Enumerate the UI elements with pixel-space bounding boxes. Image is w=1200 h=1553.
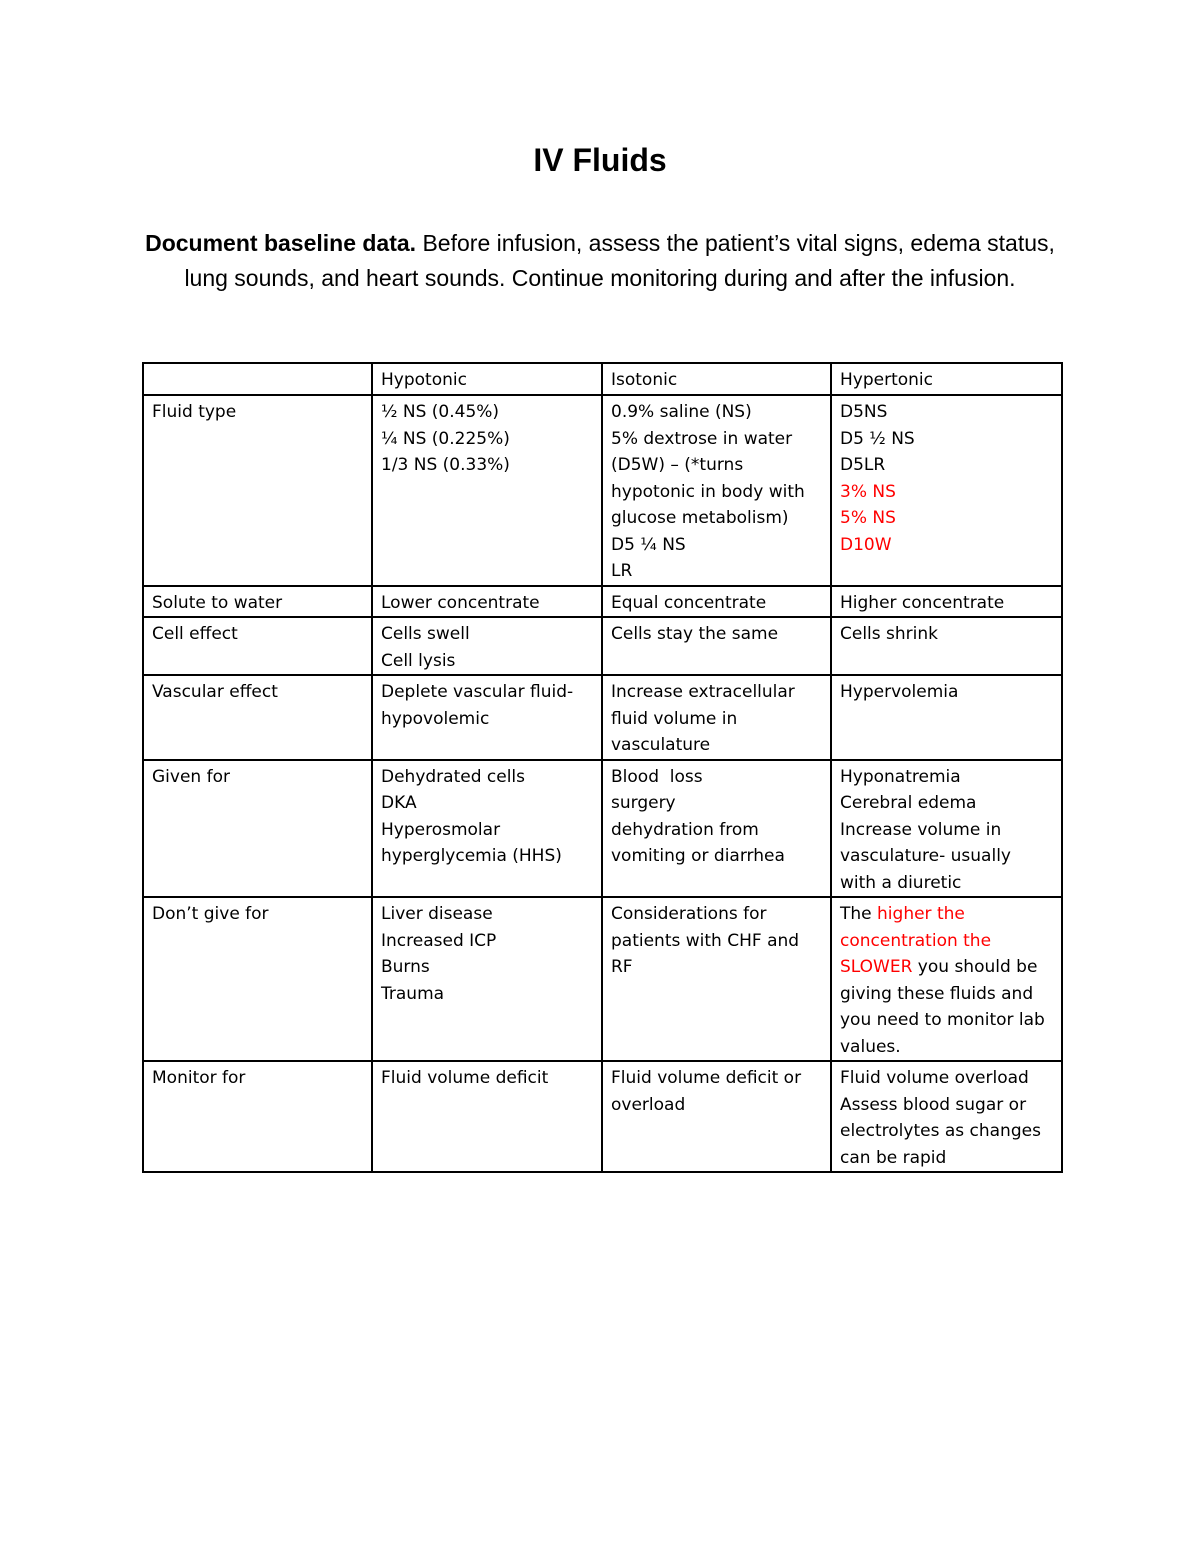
cell-line: Cells swell	[381, 624, 470, 644]
table-row-given-for	[143, 760, 1062, 898]
cell-line: D5LR	[840, 455, 886, 475]
cell-line: Increase extracellular	[611, 682, 795, 702]
intro-body: Before infusion, assess the patient’s vital signs, edema status, lung sounds, and heart sounds. Continue monitoring during and after the infusion.	[184, 230, 1055, 291]
cell-line: hypovolemic	[381, 708, 490, 729]
cell-line: vasculature- usually	[840, 846, 1011, 866]
fluid-type-hypertonic-cell	[831, 395, 1062, 586]
vascular-effect-hypotonic-cell	[372, 675, 602, 760]
cell-line: vomiting or diarrhea	[611, 846, 785, 866]
cell-line: Increase volume in	[840, 819, 1002, 840]
cell-line: D5NS	[840, 402, 888, 422]
cell-line-emphasis: 5% NS	[840, 508, 896, 528]
given-for-hypertonic-cell	[831, 760, 1062, 898]
table-row-solute-to-water	[143, 586, 1062, 618]
cell-line: glucose metabolism)	[611, 508, 789, 528]
given-for-isotonic-cell	[602, 760, 831, 898]
rate-warning-part: you should be giving these fluids and you need to monitor lab values.	[840, 957, 1045, 1057]
cell-line: hyperglycemia (HHS)	[381, 846, 562, 866]
cell-line: Hyperosmolar	[381, 819, 501, 840]
table-row-monitor-for	[143, 1061, 1062, 1172]
cell-line: Cerebral edema	[840, 793, 977, 813]
cell-line-emphasis: D10W	[840, 534, 892, 555]
monitor-for-isotonic-cell	[602, 1061, 831, 1172]
header-hypotonic: Hypotonic	[372, 363, 602, 395]
fluid-type-hypotonic-cell	[372, 395, 602, 586]
cell-line: Blood loss	[611, 766, 703, 787]
intro-lead: Document baseline data.	[145, 230, 417, 256]
monitor-for-hypotonic-cell: Fluid volume deficit	[372, 1061, 602, 1172]
table-row-dont-give-for	[143, 897, 1062, 1061]
cell-line: Liver disease	[381, 904, 493, 924]
cell-line: Burns	[381, 957, 430, 977]
cell-line: hypotonic in body with	[611, 481, 805, 502]
fluid-type-isotonic-cell	[602, 395, 831, 586]
cell-line: overload	[611, 1094, 686, 1115]
cell-line: (D5W) – (*turns	[611, 455, 744, 475]
cell-line: D5 ¼ NS	[611, 534, 686, 555]
row-label-cell-effect: Cell effect	[143, 617, 372, 675]
cell-effect-hypertonic-cell: Cells shrink	[831, 617, 1062, 675]
cell-line: 5% dextrose in water	[611, 428, 793, 449]
cell-line: Considerations for	[611, 904, 767, 924]
cell-line: RF	[611, 957, 633, 977]
vascular-effect-isotonic-cell	[602, 675, 831, 760]
row-label-solute-to-water: Solute to water	[143, 586, 372, 618]
cell-line: vasculature	[611, 735, 711, 755]
row-label-monitor-for: Monitor for	[143, 1061, 372, 1172]
cell-line: D5 ½ NS	[840, 428, 915, 449]
iv-fluids-table	[142, 362, 1063, 1173]
cell-line: electrolytes as changes	[840, 1121, 1041, 1141]
cell-line: Deplete vascular fluid-	[381, 682, 574, 702]
cell-effect-hypotonic-cell	[372, 617, 602, 675]
cell-line: Increased ICP	[381, 930, 497, 951]
cell-line: ¼ NS (0.225%)	[381, 428, 510, 449]
cell-line: Fluid volume deficit or	[611, 1068, 802, 1088]
cell-line: Dehydrated cells	[381, 766, 526, 787]
table-header-row	[143, 363, 1062, 395]
table-row-fluid-type	[143, 395, 1062, 586]
cell-line: patients with CHF and	[611, 930, 800, 951]
vascular-effect-hypertonic-cell: Hypervolemia	[831, 675, 1062, 760]
cell-line: with a diuretic	[840, 872, 962, 893]
cell-line: DKA	[381, 793, 417, 813]
row-label-dont-give-for: Don’t give for	[143, 897, 372, 1061]
row-label-fluid-type: Fluid type	[143, 395, 372, 586]
table-row-vascular-effect	[143, 675, 1062, 760]
dont-give-for-hypertonic-cell	[831, 897, 1062, 1061]
cell-line: ½ NS (0.45%)	[381, 402, 500, 422]
intro-paragraph	[140, 226, 1060, 296]
rate-warning-emphasis: higher the concentration the SLOWER	[840, 904, 992, 977]
table-row-cell-effect	[143, 617, 1062, 675]
dont-give-for-hypotonic-cell	[372, 897, 602, 1061]
header-blank-cell	[143, 363, 372, 395]
header-hypertonic: Hypertonic	[831, 363, 1062, 395]
cell-line: 1/3 NS (0.33%)	[381, 455, 510, 475]
row-label-given-for: Given for	[143, 760, 372, 898]
rate-warning-text	[840, 901, 1053, 1060]
header-isotonic: Isotonic	[602, 363, 831, 395]
cell-line: Assess blood sugar or	[840, 1094, 1027, 1115]
cell-line: Trauma	[381, 983, 445, 1004]
cell-effect-isotonic-cell: Cells stay the same	[602, 617, 831, 675]
row-label-vascular-effect: Vascular effect	[143, 675, 372, 760]
cell-line: LR	[611, 561, 633, 581]
page-title: IV Fluids	[533, 142, 667, 178]
cell-line: surgery	[611, 793, 676, 813]
cell-line: can be rapid	[840, 1147, 947, 1168]
cell-line: Fluid volume overload	[840, 1068, 1029, 1088]
rate-warning-part: The	[840, 904, 878, 924]
cell-line: Cell lysis	[381, 650, 456, 671]
cell-line: fluid volume in	[611, 708, 738, 729]
solute-hypotonic-cell: Lower concentrate	[372, 586, 602, 618]
solute-hypertonic-cell: Higher concentrate	[831, 586, 1062, 618]
cell-line: dehydration from	[611, 819, 759, 840]
solute-isotonic-cell: Equal concentrate	[602, 586, 831, 618]
cell-line: Hyponatremia	[840, 766, 961, 787]
cell-line: 0.9% saline (NS)	[611, 402, 752, 422]
monitor-for-hypertonic-cell	[831, 1061, 1062, 1172]
given-for-hypotonic-cell	[372, 760, 602, 898]
dont-give-for-isotonic-cell	[602, 897, 831, 1061]
cell-line-emphasis: 3% NS	[840, 481, 896, 502]
